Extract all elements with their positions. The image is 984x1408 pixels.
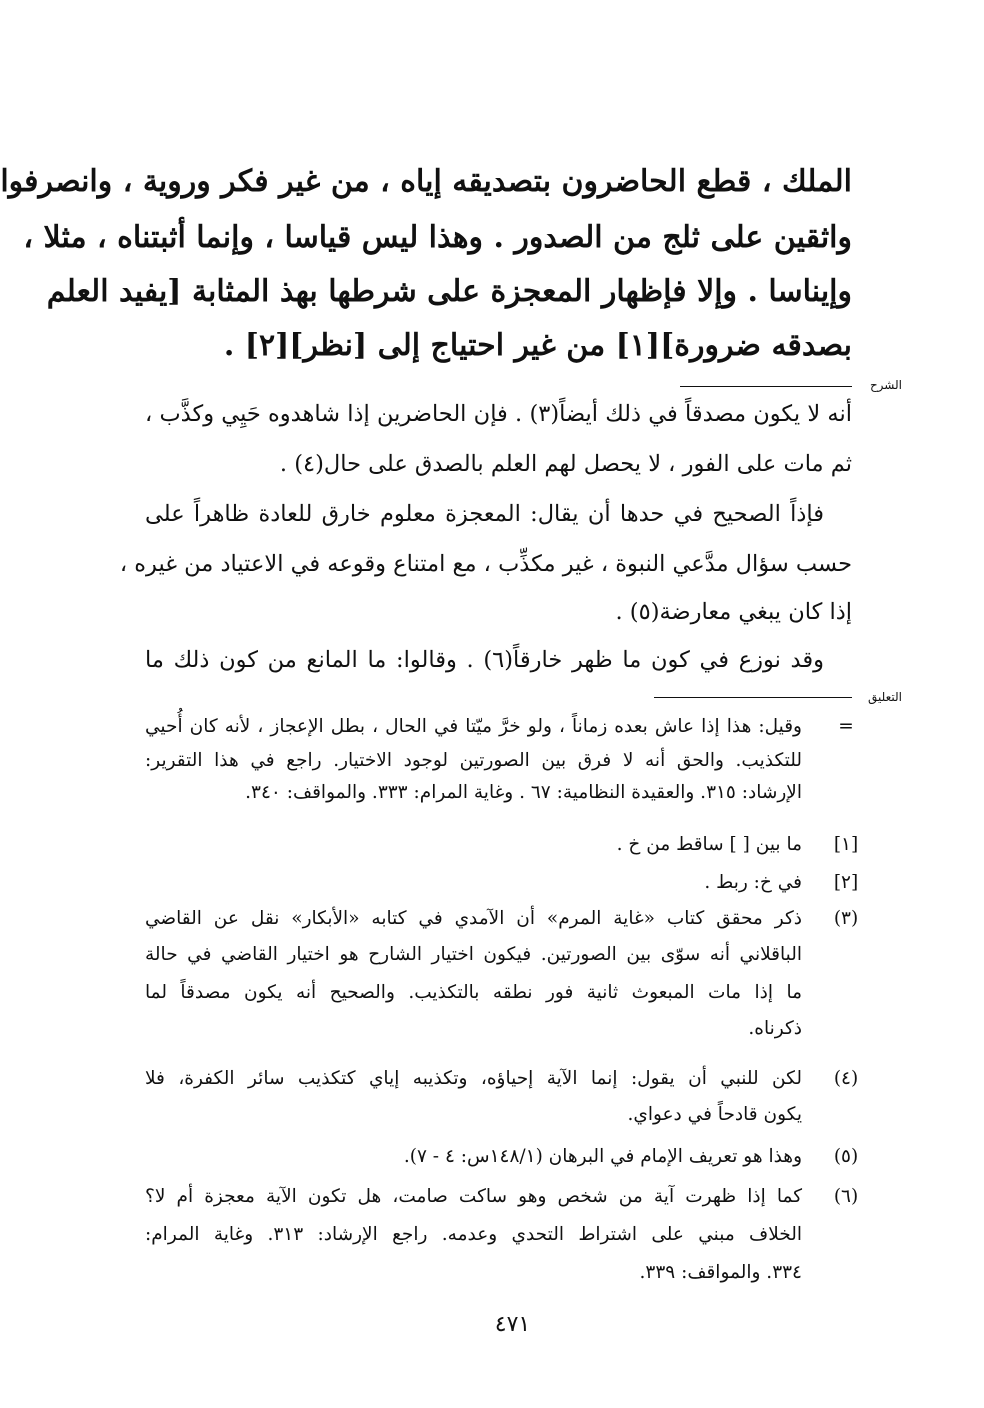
footnote-line: ٣٣٤. والمواقف: ٣٣٩. (639, 1262, 802, 1283)
footnote-line: لكن للنبي أن يقول: إنما الآية إحياؤه، وتكذيبه إياي كتكذيب سائر الكفرة، فلا (145, 1068, 802, 1089)
footnote-marker: (٥) (833, 1146, 859, 1167)
matn-line: واثقين على ثلج من الصدور . وهذا ليس قياسا ، وإنما أثبتناه ، مثلا ، (23, 220, 852, 255)
sharh-line: حسب سؤال مدَّعي النبوة ، غير مكذِّب ، مع امتناع وقوعه في الاعتياد من غيره ، (119, 551, 852, 577)
footnote-line: ما بين [ ] ساقط من خ . (616, 834, 802, 855)
sharh-divider (680, 386, 852, 387)
page-number: ٤٧١ (494, 1312, 531, 1337)
footnote-marker: [١] (833, 834, 859, 855)
continuation-mark: = (838, 716, 854, 737)
matn-line: وإيناسا . وإلا فإظهار المعجزة على شرطها بهذ المثابة [يفيد العلم (46, 274, 852, 309)
footnote-line: يكون قادحاً في دعواي. (627, 1104, 802, 1125)
footnote-line: وهذا هو تعريف الإمام في البرهان (١٤٨/١س: ٤ - ٧). (403, 1146, 802, 1167)
footnote-line: وقيل: هذا إذا عاش بعده زماناً ، ولو خرَّ ميّتا في الحال ، بطل الإعجاز ، لأنه كان أُحيي (145, 716, 802, 737)
footnote-line: ما إذا مات المبعوث ثانية فور نطقه بالتكذيب. والصحيح أنه يكون مصدقاً لما (145, 982, 802, 1003)
footnote-marker: (٤) (833, 1068, 859, 1089)
sharh-line: ثم مات على الفور ، لا يحصل لهم العلم بالصدق على حال(٤) . (279, 451, 852, 477)
taliq-section-label: التعليق (867, 690, 902, 704)
footnote-line: الخلاف مبني على اشتراط التحدي وعدمه. راجع الإرشاد: ٣١٣. وغاية المرام: (145, 1224, 802, 1245)
sharh-line: إذا كان يبغي معارضة(٥) . (615, 599, 852, 625)
footnote-line: كما إذا ظهرت آية من شخص وهو ساكت صامت، هل تكون الآية معجزة أم لا؟ (145, 1186, 802, 1207)
footnote-line: ذكر محقق كتاب «غاية المرم» أن الآمدي في كتابه «الأبكار» نقل عن القاضي (145, 908, 802, 929)
footnote-marker: [٢] (833, 872, 859, 893)
footnote-line: للتكذيب. والحق أنه لا فرق بين الصورتين لوجود الاختيار. راجع في هذا التقرير: (145, 750, 802, 771)
footnote-marker: (٦) (833, 1186, 859, 1207)
sharh-line: فإذاً الصحيح في حدها أن يقال: المعجزة معلوم خارق للعادة ظاهراً على (145, 501, 824, 527)
footnote-marker: (٣) (833, 908, 859, 929)
matn-line: بصدقه ضرورة][١] من غير احتياج إلى [نظر][٢] . (223, 328, 852, 363)
footnote-line: الباقلاني أنه سوّى بين الصورتين. فيكون اختيار الشارح هو اختيار القاضي في حالة (145, 944, 802, 965)
footnote-line: في خ: ربط . (704, 872, 802, 893)
sharh-line: وقد نوزع في كون ما ظهر خارقاً(٦) . وقالوا: ما المانع من كون ذلك ما (145, 647, 824, 673)
taliq-divider (654, 697, 852, 698)
sharh-line: أنه لا يكون مصدقاً في ذلك أيضاً(٣) . فإن الحاضرين إذا شاهدوه حَيِي وكذَّب ، (145, 401, 852, 427)
footnote-line: ذكرناه. (748, 1018, 802, 1039)
footnote-line: الإرشاد: ٣١٥. والعقيدة النظامية: ٦٧ . وغاية المرام: ٣٣٣. والمواقف: ٣٤٠. (245, 782, 802, 803)
matn-line: الملك ، قطع الحاضرون بتصديقه إياه ، من غير فكر وروية ، وانصرفوا (0, 164, 852, 199)
sharh-section-label: الشرح (869, 378, 902, 392)
